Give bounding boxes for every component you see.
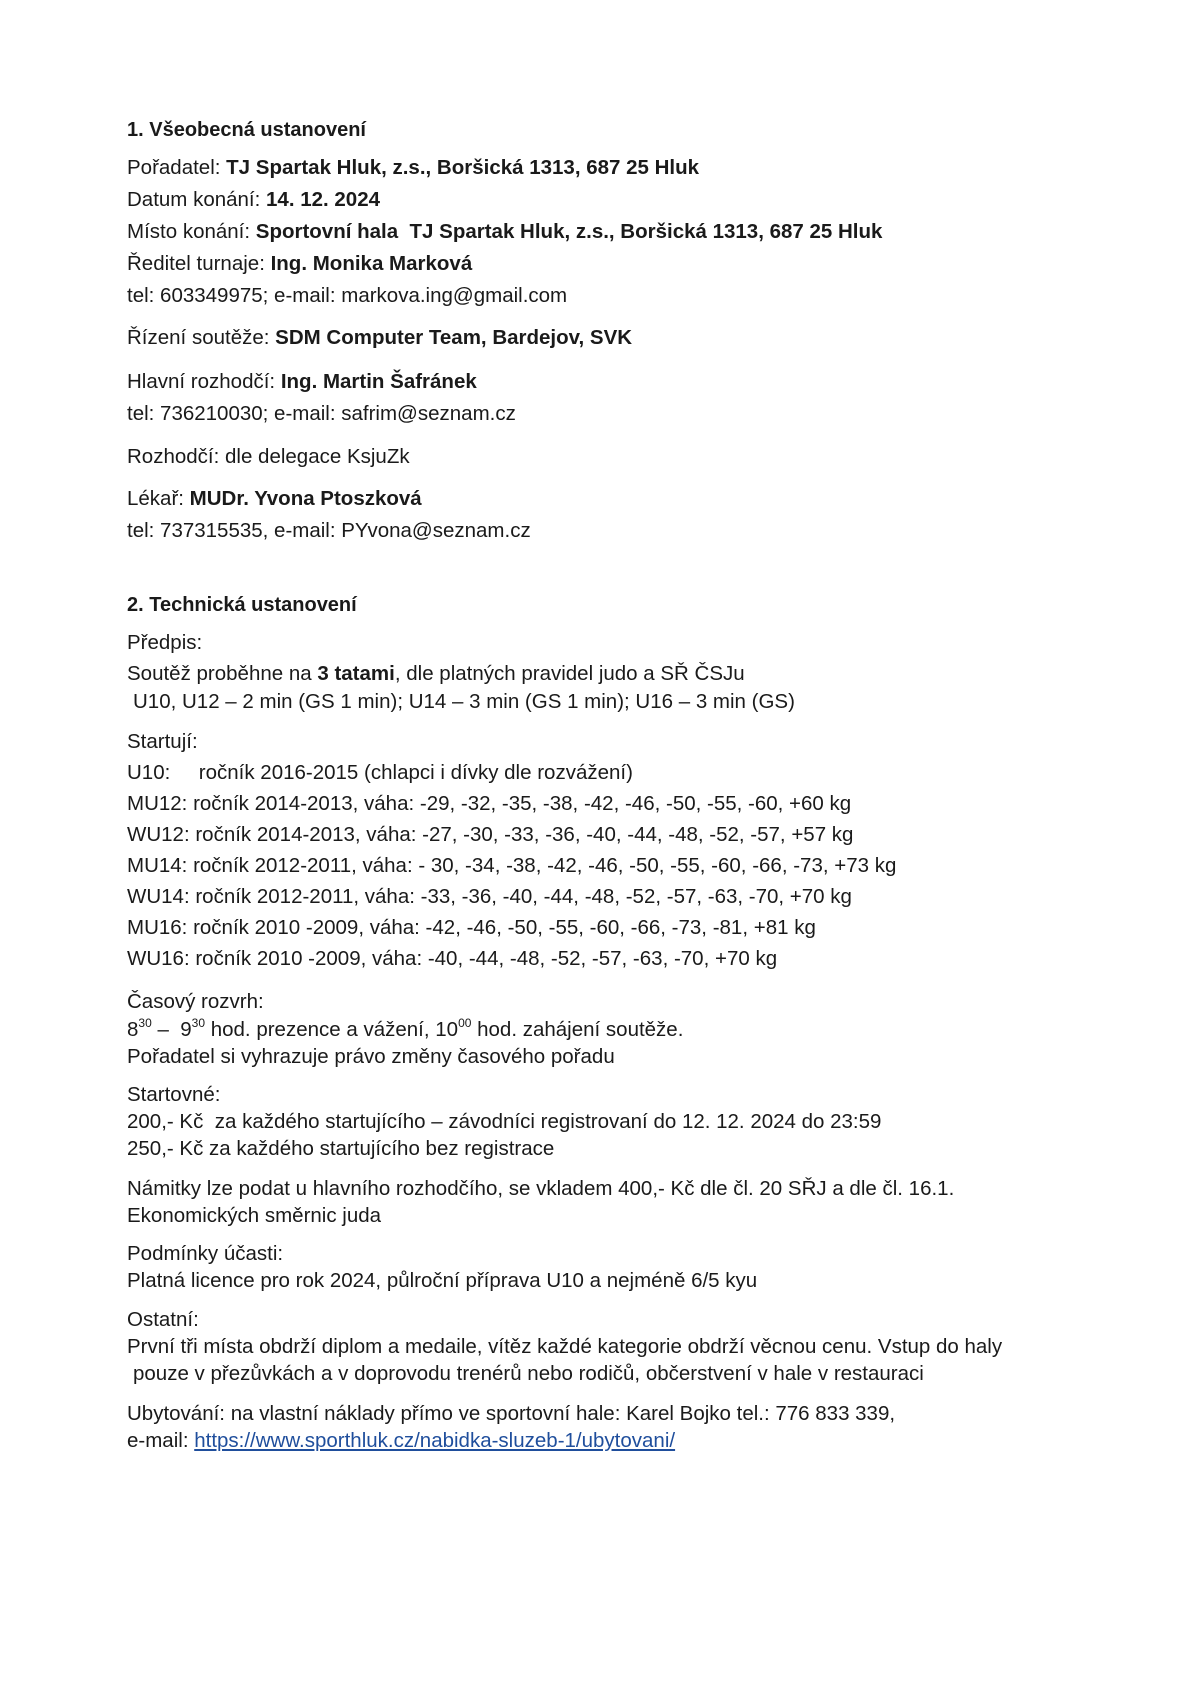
organizer-label: Pořadatel: [127,156,227,179]
referees-line: Rozhodčí: dle delegace KsjuZk [127,445,410,468]
schedule-dash: – [151,1018,181,1041]
chief-referee-line [127,368,477,396]
rules-line1 [127,660,745,688]
director-value: Ing. Monika Marková [270,252,473,275]
schedule-time2-hour: 9 [180,1018,192,1041]
fee-label: Startovné: [127,1083,221,1106]
rules-line1-c: , dle platných pravidel judo a SŘ ČSJu [394,662,745,685]
category-wu16: WU16: ročník 2010 -2009, váha: -40, -44, -48, -52, -57, -63, -70, +70 kg [127,947,778,970]
chief-referee-contact: tel: 736210030; e-mail: safrim@seznam.cz [127,402,516,425]
management-value: SDM Computer Team, Bardejov, SVK [275,326,633,349]
schedule-note: Pořadatel si vyhrazuje právo změny časového pořadu [127,1045,615,1068]
schedule-time2-min: 30 [191,1016,206,1030]
director-contact: tel: 603349975; e-mail: markova.ing@gmail.com [127,284,568,307]
organizer-line [127,154,699,182]
date-value: 14. 12. 2024 [266,188,381,211]
other-label: Ostatní: [127,1308,199,1331]
schedule-time3-hour: 10 [435,1018,459,1041]
schedule-time1-hour: 8 [127,1018,139,1041]
section1-heading: 1. Všeobecná ustanovení [127,119,366,141]
organizer-value: TJ Spartak Hluk, z.s., Boršická 1313, 687 25 Hluk [226,156,700,179]
schedule-label: Časový rozvrh: [127,990,264,1013]
fee-line1: 200,- Kč za každého startujícího – závodníci registrovaní do 12. 12. 2024 do 23:59 [127,1110,882,1133]
conditions-value: Platná licence pro rok 2024, půlroční příprava U10 a nejméně 6/5 kyu [127,1269,758,1292]
schedule-mid: hod. prezence a vážení, [205,1018,436,1041]
rules-label: Předpis: [127,631,203,654]
category-wu12: WU12: ročník 2014-2013, váha: -27, -30, -33, -36, -40, -44, -48, -52, -57, +57 kg [127,823,854,846]
category-mu14: MU14: ročník 2012-2011, váha: - 30, -34, -38, -42, -46, -50, -55, -60, -66, -73, +73 kg [127,854,897,877]
venue-label: Místo konání: [127,220,256,243]
objections-line2: Ekonomických směrnic juda [127,1204,382,1227]
conditions-label: Podmínky účasti: [127,1242,284,1265]
doctor-line [127,485,422,513]
accommodation-link[interactable]: https://www.sporthluk.cz/nabidka-sluzeb-1/ubytovani/ [194,1429,676,1452]
rules-line1-a: Soutěž proběhne na [127,662,318,685]
venue-value: Sportovní hala TJ Spartak Hluk, z.s., Boršická 1313, 687 25 Hluk [255,220,883,243]
schedule-line [127,1016,683,1044]
director-line [127,250,472,278]
chief-referee-value: Ing. Martin Šafránek [280,370,477,393]
doctor-value: MUDr. Yvona Ptoszková [189,487,422,510]
schedule-time3-min: 00 [458,1016,472,1030]
accommodation-line1: Ubytování: na vlastní náklady přímo ve sportovní hale: Karel Bojko tel.: 776 833 339, [127,1402,896,1425]
category-mu16: MU16: ročník 2010 -2009, váha: -42, -46, -50, -55, -60, -66, -73, -81, +81 kg [127,916,816,939]
tatami-count: 3 tatami [317,662,395,685]
other-line1: První tři místa obdrží diplom a medaile, vítěz každé kategorie obdrží věcnou cenu. Vstup do haly [127,1335,1003,1358]
management-label: Řízení soutěže: [127,326,276,349]
category-wu14: WU14: ročník 2012-2011, váha: -33, -36, -40, -44, -48, -52, -57, -63, -70, +70 kg [127,885,852,908]
starters-label: Startují: [127,730,198,753]
venue-line [127,218,882,246]
management-line [127,324,632,352]
schedule-time1-min: 30 [138,1016,152,1030]
date-line [127,186,380,214]
fee-line2: 250,- Kč za každého startujícího bez registrace [127,1137,555,1160]
doctor-contact: tel: 737315535, e-mail: PYvona@seznam.cz [127,519,531,542]
accommodation-line2 [127,1427,675,1455]
category-u10: U10: ročník 2016-2015 (chlapci i dívky dle rozvážení) [127,761,633,784]
schedule-end: hod. zahájení soutěže. [471,1018,684,1041]
director-label: Ředitel turnaje: [127,252,271,275]
doctor-label: Lékař: [127,487,190,510]
category-mu12: MU12: ročník 2014-2013, váha: -29, -32, -35, -38, -42, -46, -50, -55, -60, +60 kg [127,792,852,815]
chief-referee-label: Hlavní rozhodčí: [127,370,281,393]
objections-line1: Námitky lze podat u hlavního rozhodčího, se vkladem 400,- Kč dle čl. 20 SŘJ a dle čl. 16.1. [127,1177,955,1200]
accommodation-email-label: e-mail: [127,1429,195,1452]
section2-heading: 2. Technická ustanovení [127,594,357,616]
other-line2: pouze v přezůvkách a v doprovodu trenérů nebo rodičů, občerstvení v hale v restauraci [133,1362,924,1385]
rules-line2: U10, U12 – 2 min (GS 1 min); U14 – 3 min (GS 1 min); U16 – 3 min (GS) [133,690,795,713]
date-label: Datum konání: [127,188,267,211]
